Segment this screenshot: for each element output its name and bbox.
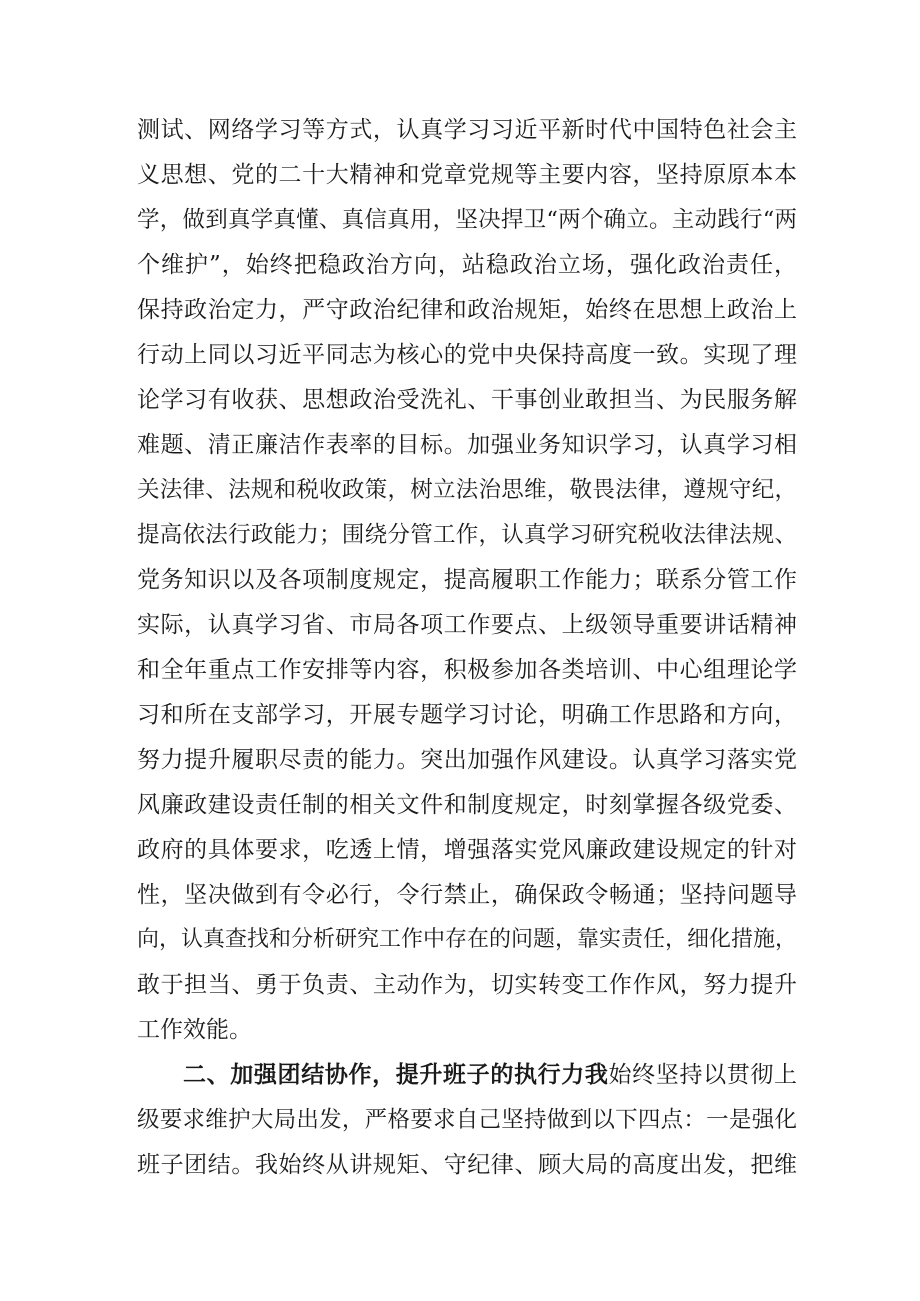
- paragraph-line: 义思想、党的二十大精神和党章党规等主要内容，坚持原原本本: [137, 162, 797, 188]
- paragraph-line: 努力提升履职尽责的能力。突出加强作风建设。认真学习落实党: [137, 747, 797, 773]
- paragraph-line: 行动上同以习近平同志为核心的党中央保持高度一致。实现了理: [137, 342, 797, 368]
- paragraph-line: 个维护”，始终把稳政治方向，站稳政治立场，强化政治责任，: [137, 252, 797, 278]
- section-heading-line: [183, 1055, 797, 1095]
- paragraph-line: 政府的具体要求，吃透上情，增强落实党风廉政建设规定的针对: [137, 837, 797, 863]
- section-heading-continuation: 始终坚持以贯彻上: [608, 1062, 798, 1088]
- paragraph-line: 论学习有收获、思想政治受洗礼、干事创业敢担当、为民服务解: [137, 387, 797, 413]
- paragraph-line: 性，坚决做到有令必行，令行禁止，确保政令畅通；坚持问题导: [137, 882, 797, 908]
- paragraph-line: 习和所在支部学习，开展专题学习讨论，明确工作思路和方向，: [137, 702, 797, 728]
- paragraph-line: 学，做到真学真懂、真信真用，坚决捍卫“两个确立。主动践行“两: [137, 207, 797, 233]
- paragraph-line: 提高依法行政能力；围绕分管工作，认真学习研究税收法律法规、: [137, 522, 797, 548]
- paragraph-line: 和全年重点工作安排等内容，积极参加各类培训、中心组理论学: [137, 657, 797, 683]
- paragraph-line: 难题、清正廉洁作表率的目标。加强业务知识学习，认真学习相: [137, 432, 797, 458]
- paragraph-line: 工作效能。: [137, 1017, 252, 1043]
- paragraph-line: 敢于担当、勇于负责、主动作为，切实转变工作作风，努力提升: [137, 972, 797, 998]
- section-heading: 二、加强团结协作，提升班子的执行力我: [183, 1062, 609, 1088]
- paragraph-line: 党务知识以及各项制度规定，提高履职工作能力；联系分管工作: [137, 567, 797, 593]
- paragraph-line: 风廉政建设责任制的相关文件和制度规定，时刻掌握各级党委、: [137, 792, 797, 818]
- paragraph-line: 级要求维护大局出发，严格要求自己坚持做到以下四点：一是强化: [137, 1107, 797, 1133]
- paragraph-line: 班子团结。我始终从讲规矩、守纪律、顾大局的高度出发，把维: [137, 1152, 797, 1178]
- paragraph-line: 关法律、法规和税收政策，树立法治思维，敬畏法律，遵规守纪，: [137, 477, 797, 503]
- paragraph-line: 实际，认真学习省、市局各项工作要点、上级领导重要讲话精神: [137, 612, 797, 638]
- paragraph-line: 向，认真查找和分析研究工作中存在的问题，靠实责任，细化措施，: [137, 927, 798, 952]
- paragraph-line: 测试、网络学习等方式，认真学习习近平新时代中国特色社会主: [137, 117, 797, 143]
- paragraph-line: 保持政治定力，严守政治纪律和政治规矩，始终在思想上政治上: [137, 297, 797, 323]
